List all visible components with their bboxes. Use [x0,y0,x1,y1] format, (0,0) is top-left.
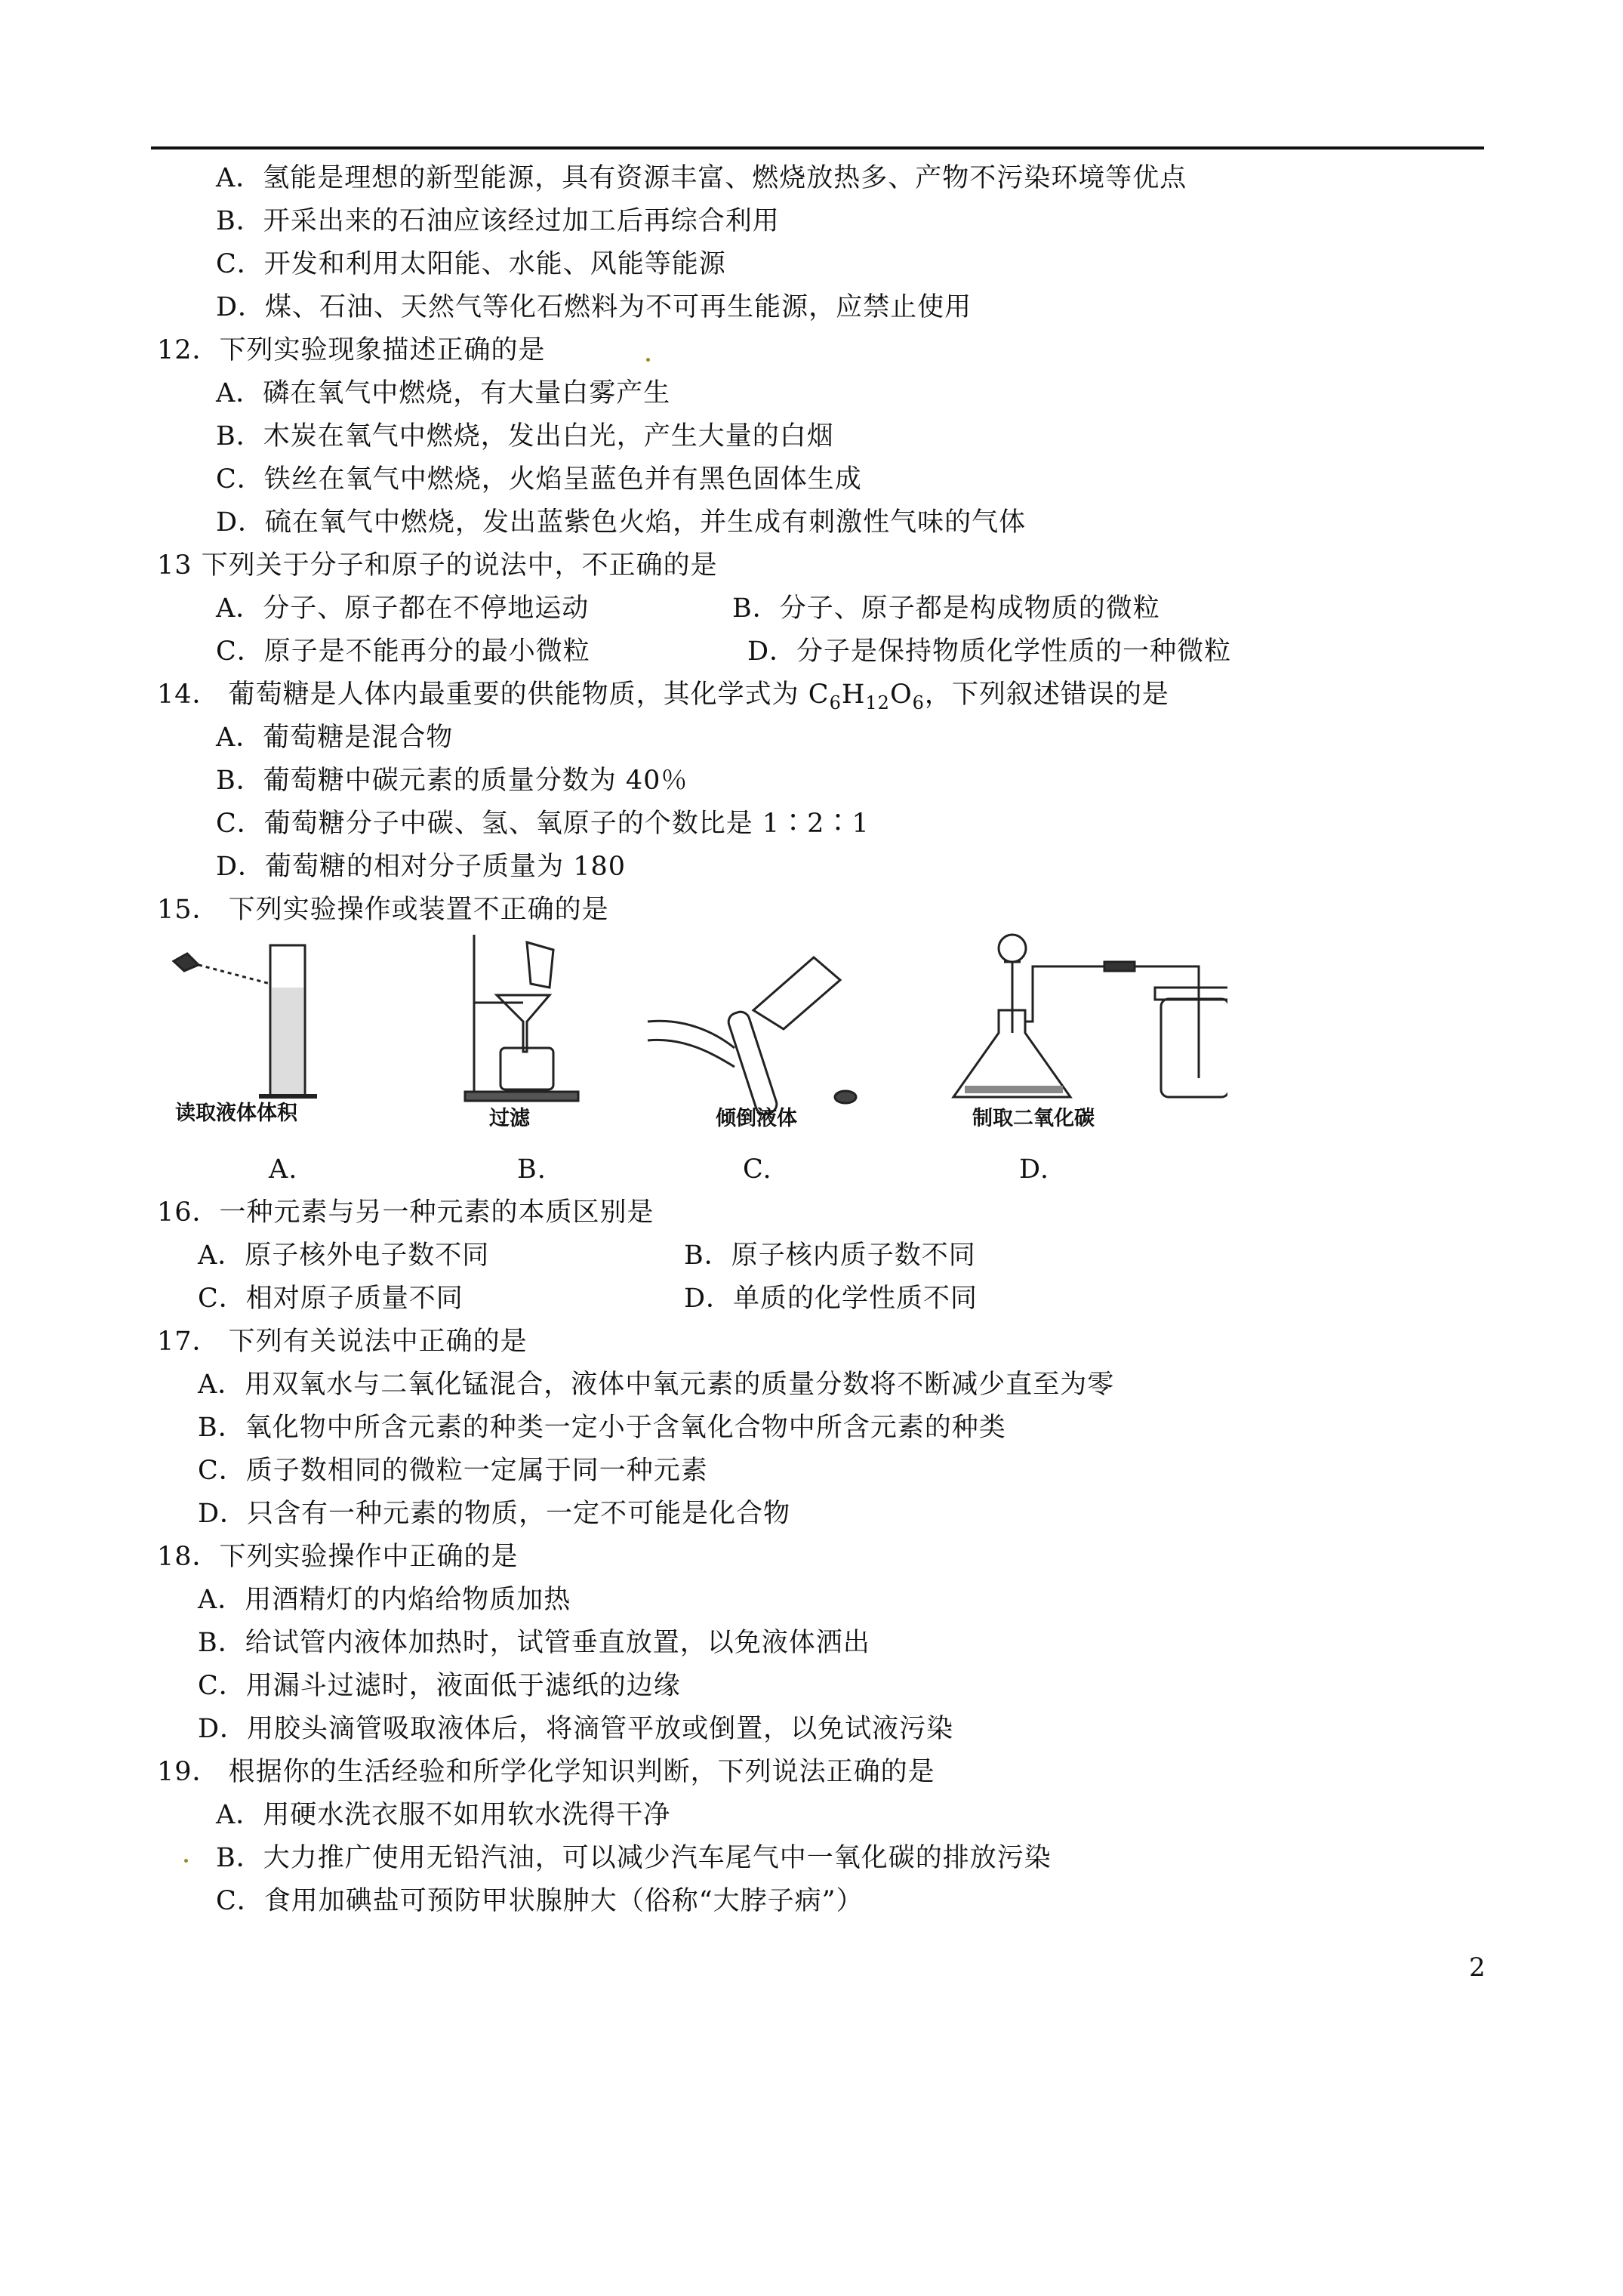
q18-option-c: C．用漏斗过滤时，液面低于滤纸的边缘 [198,1671,681,1701]
stray-dot [646,358,650,362]
page-number: 2 [1469,1952,1486,1983]
q19-option-b: B．大力推广使用无铅汽油，可以减少汽车尾气中一氧化碳的排放污染 [216,1843,1052,1873]
q17-option-c: C．质子数相同的微粒一定属于同一种元素 [198,1456,708,1486]
q19-stem: 19． 根据你的生活经验和所学化学知识判断，下列说法正确的是 [157,1757,935,1787]
header-rule [151,146,1484,149]
q16-stem: 16．一种元素与另一种元素的本质区别是 [157,1197,654,1228]
q14-stem [157,676,1169,721]
eye-icon [174,954,199,971]
q16-option-b: B．原子核内质子数不同 [684,1240,976,1271]
q12-option-a: A．磷在氧气中燃烧，有大量白雾产生 [216,378,671,408]
q18-stem: 18．下列实验操作中正确的是 [157,1542,519,1572]
q14-option-d: D．葡萄糖的相对分子质量为 180 [216,852,626,882]
q11-option-b: B．开采出来的石油应该经过加工后再综合利用 [216,206,780,236]
q13-stem: 13 下列关于分子和原子的说法中，不正确的是 [157,550,718,581]
stray-dot [184,1859,188,1863]
q12-option-b: B．木炭在氧气中燃烧，发出白光，产生大量的白烟 [216,421,834,451]
q17-option-d: D．只含有一种元素的物质，一定不可能是化合物 [198,1499,791,1529]
lab-operations-figure [157,927,1227,1142]
q14-text-after: ，下列叙述错误的是 [924,680,1169,710]
panel-c-pouring [648,957,856,1117]
q13-option-c: C．原子是不能再分的最小微粒 [216,636,590,667]
subscript: 6 [912,692,925,713]
subscript: 12 [865,692,890,713]
q18-option-a: A．用酒精灯的内焰给物质加热 [198,1585,571,1615]
q12-option-d: D．硫在氧气中燃烧，发出蓝紫色火焰，并生成有刺激性气味的气体 [216,507,1027,538]
q13-option-b: B．分子、原子都是构成物质的微粒 [732,593,1160,624]
q12-stem: 12．下列实验现象描述正确的是 [157,335,546,365]
panel-b-filtration [465,935,578,1101]
q17-option-b: B．氧化物中所含元素的种类一定小于含氧化合物中所含元素的种类 [198,1413,1006,1443]
caption-c: 倾倒液体 [716,1107,797,1130]
q19-option-c: C．食用加碘盐可预防甲状腺肿大（俗称“大脖子病”） [216,1886,864,1916]
q17-stem: 17． 下列有关说法中正确的是 [157,1327,528,1357]
q12-option-c: C．铁丝在氧气中燃烧，火焰呈蓝色并有黑色固体生成 [216,464,862,495]
q15-option-b: B. [517,1154,547,1185]
q11-option-d: D．煤、石油、天然气等化石燃料为不可再生能源，应禁止使用 [216,292,972,322]
q16-option-d: D．单质的化学性质不同 [684,1284,978,1314]
q14-option-b: B．葡萄糖中碳元素的质量分数为 40％ [216,766,688,796]
q19-option-a: A．用硬水洗衣服不如用软水洗得干净 [216,1800,671,1830]
q17-option-a: A．用双氧水与二氧化锰混合，液体中氧元素的质量分数将不断减少直至为零 [198,1370,1115,1400]
formula-o: O [889,680,913,710]
q15-option-d: D. [1019,1154,1049,1185]
q14-option-a: A．葡萄糖是混合物 [216,723,454,753]
q15-option-c: C. [743,1154,772,1185]
q11-option-a: A．氢能是理想的新型能源，具有资源丰富、燃烧放热多、产物不污染环境等优点 [216,163,1187,193]
q18-option-b: B．给试管内液体加热时，试管垂直放置，以免液体洒出 [198,1628,870,1658]
q14-option-c: C．葡萄糖分子中碳、氢、氧原子的个数比是 1∶2∶1 [216,809,870,839]
q18-option-d: D．用胶头滴管吸取液体后，将滴管平放或倒置，以免试液污染 [198,1714,954,1744]
q16-option-a: A．原子核外电子数不同 [198,1240,490,1271]
panel-a-measuring-cylinder [174,945,317,1096]
q14-text-before: 14． 葡萄糖是人体内最重要的供能物质，其化学式为 C [157,680,830,710]
caption-a: 读取液体体积 [175,1102,297,1125]
q13-option-a: A．分子、原子都在不停地运动 [216,593,590,624]
subscript: 6 [829,692,842,713]
caption-d: 制取二氧化碳 [972,1107,1095,1130]
q15-option-a: A. [269,1154,298,1185]
q16-option-c: C．相对原子质量不同 [198,1284,463,1314]
caption-b: 过滤 [489,1107,530,1130]
q15-stem: 15． 下列实验操作或装置不正确的是 [157,895,609,925]
formula-h: H [841,680,866,710]
panel-d-co2-apparatus [953,935,1227,1097]
q13-option-d: D．分子是保持物质化学性质的一种微粒 [747,636,1232,667]
q11-option-c: C．开发和利用太阳能、水能、风能等能源 [216,249,726,279]
